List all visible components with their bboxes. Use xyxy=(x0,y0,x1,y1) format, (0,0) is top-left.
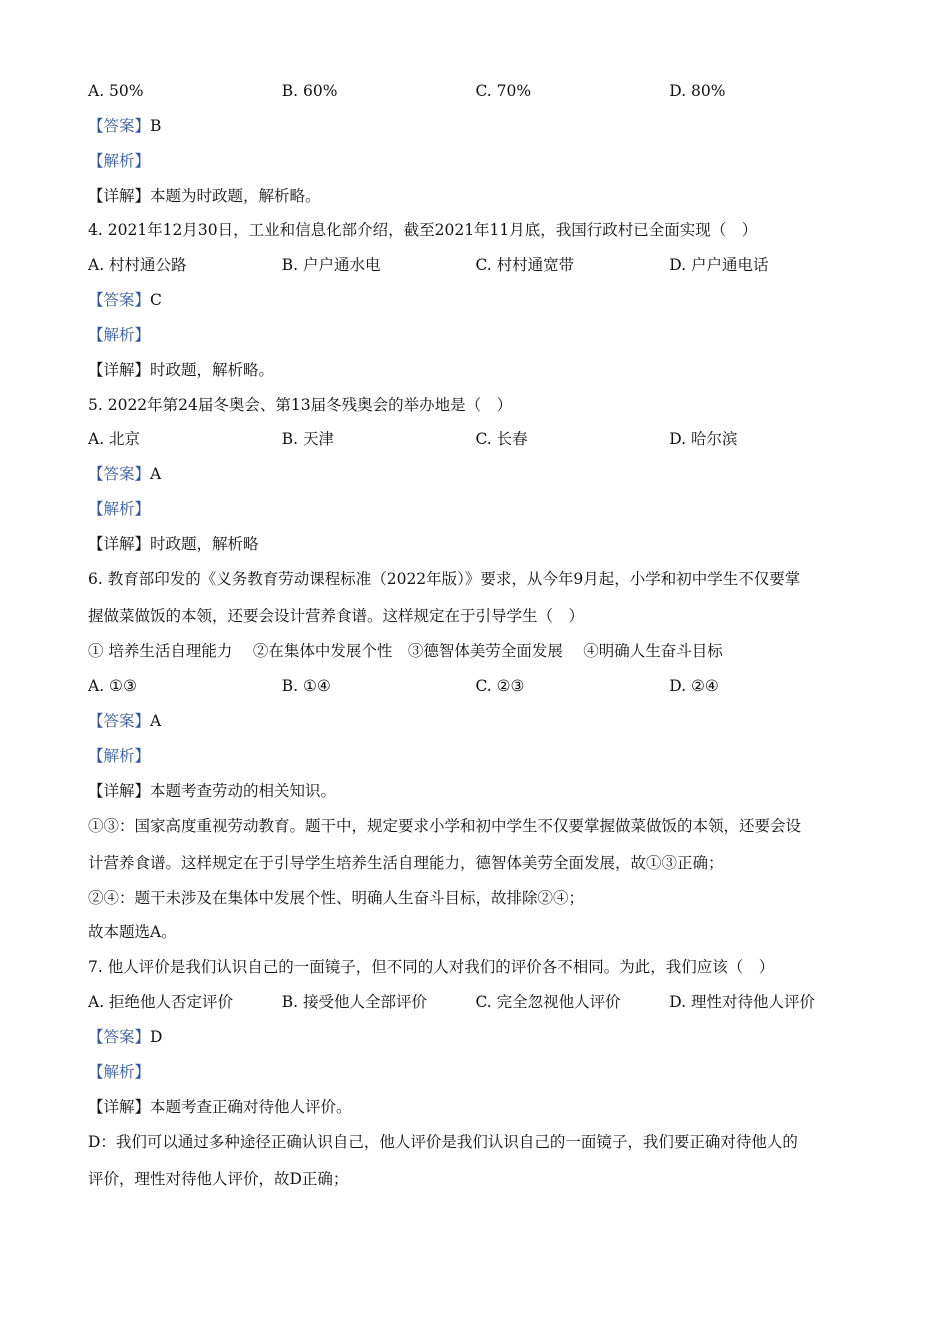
q7-option-a: A. 拒绝他人否定评价 xyxy=(88,993,234,1011)
q4-options xyxy=(88,253,863,277)
q7-detail: 【详解】本题考查正确对待他人评价。 xyxy=(88,1098,352,1116)
q6-option-a: A. ①③ xyxy=(88,677,137,695)
q5-analysis-tag: 【解析】 xyxy=(88,500,151,518)
q4-analysis-tag: 【解析】 xyxy=(88,326,151,344)
q3-option-b: B. 60% xyxy=(281,82,338,100)
q3-analysis-tag: 【解析】 xyxy=(88,152,151,170)
q5-option-b: B. 天津 xyxy=(281,430,334,448)
answer-value: D xyxy=(150,1028,163,1046)
q6-option-d: D. ②④ xyxy=(669,677,719,695)
q5-option-d: D. 哈尔滨 xyxy=(669,430,738,448)
q7-option-c: C. 完全忽视他人评价 xyxy=(475,993,621,1011)
answer-tag: 【答案】 xyxy=(88,291,151,309)
q7-stem: 7. 他人评价是我们认识自己的一面镜子，但不同的人对我们的评价各不相同。为此，我们应该（ ） xyxy=(88,958,775,976)
q5-stem: 5. 2022年第24届冬奥会、第13届冬残奥会的举办地是（ ） xyxy=(88,396,513,414)
q4-detail: 【详解】时政题，解析略。 xyxy=(88,361,275,379)
q7-explain-line-1: D：我们可以通过多种途径正确认识自己，他人评价是我们认识自己的一面镜子，我们要正确对待他人的 xyxy=(88,1133,798,1151)
q7-option-b: B. 接受他人全部评价 xyxy=(281,993,427,1011)
q4-answer xyxy=(88,288,863,312)
q6-stem-line-1: 6. 教育部印发的《义务教育劳动课程标准（2022年版）》要求，从今年9月起，小学和初中学生不仅要掌 xyxy=(88,570,801,588)
q3-option-c: C. 70% xyxy=(475,82,532,100)
q6-analysis-tag: 【解析】 xyxy=(88,747,151,765)
answer-value: A xyxy=(150,712,162,730)
q7-options xyxy=(88,990,863,1014)
answer-tag: 【答案】 xyxy=(88,465,151,483)
answer-tag: 【答案】 xyxy=(88,712,151,730)
q4-option-a: A. 村村通公路 xyxy=(88,256,187,274)
answer-tag: 【答案】 xyxy=(88,117,151,135)
q6-conclusion: 故本题选A。 xyxy=(88,923,177,941)
q5-answer xyxy=(88,462,863,486)
q5-options xyxy=(88,427,863,451)
q6-options xyxy=(88,674,863,698)
q6-option-c: C. ②③ xyxy=(475,677,525,695)
q7-answer xyxy=(88,1025,863,1049)
q3-option-d: D. 80% xyxy=(669,82,726,100)
answer-value: C xyxy=(150,291,162,309)
q5-option-c: C. 长春 xyxy=(475,430,528,448)
q4-option-b: B. 户户通水电 xyxy=(281,256,381,274)
q4-option-d: D. 户户通电话 xyxy=(669,256,769,274)
q3-options xyxy=(88,79,863,103)
q5-option-a: A. 北京 xyxy=(88,430,141,448)
q6-detail: 【详解】本题考查劳动的相关知识。 xyxy=(88,782,337,800)
q3-option-a: A. 50% xyxy=(88,82,144,100)
q4-option-c: C. 村村通宽带 xyxy=(475,256,575,274)
q6-explain-line-3: ②④：题干未涉及在集体中发展个性、明确人生奋斗目标，故排除②④； xyxy=(88,889,585,907)
q7-explain-line-2: 评价，理性对待他人评价，故D正确； xyxy=(88,1170,349,1188)
q6-answer xyxy=(88,709,863,733)
q6-explain-line-1: ①③：国家高度重视劳动教育。题干中，规定要求小学和初中学生不仅要掌握做菜做饭的本领，还要会设 xyxy=(88,817,802,835)
answer-value: B xyxy=(150,117,162,135)
q6-items: ① 培养生活自理能力 ②在集体中发展个性 ③德智体美劳全面发展 ④明确人生奋斗目标 xyxy=(88,642,723,660)
q7-option-d: D. 理性对待他人评价 xyxy=(669,993,815,1011)
q6-option-b: B. ①④ xyxy=(281,677,331,695)
q6-explain-line-2: 计营养食谱。这样规定在于引导学生培养生活自理能力，德智体美劳全面发展，故①③正确； xyxy=(88,854,724,872)
answer-tag: 【答案】 xyxy=(88,1028,151,1046)
q3-detail: 【详解】本题为时政题，解析略。 xyxy=(88,187,321,205)
q6-stem-line-2: 握做菜做饭的本领，还要会设计营养食谱。这样规定在于引导学生（ ） xyxy=(88,607,585,625)
q5-detail: 【详解】时政题，解析略 xyxy=(88,535,259,553)
q4-stem: 4. 2021年12月30日，工业和信息化部介绍，截至2021年11月底，我国行政村已全面实现（ ） xyxy=(88,221,758,239)
answer-value: A xyxy=(150,465,162,483)
q3-answer xyxy=(88,114,863,138)
q7-analysis-tag: 【解析】 xyxy=(88,1063,151,1081)
